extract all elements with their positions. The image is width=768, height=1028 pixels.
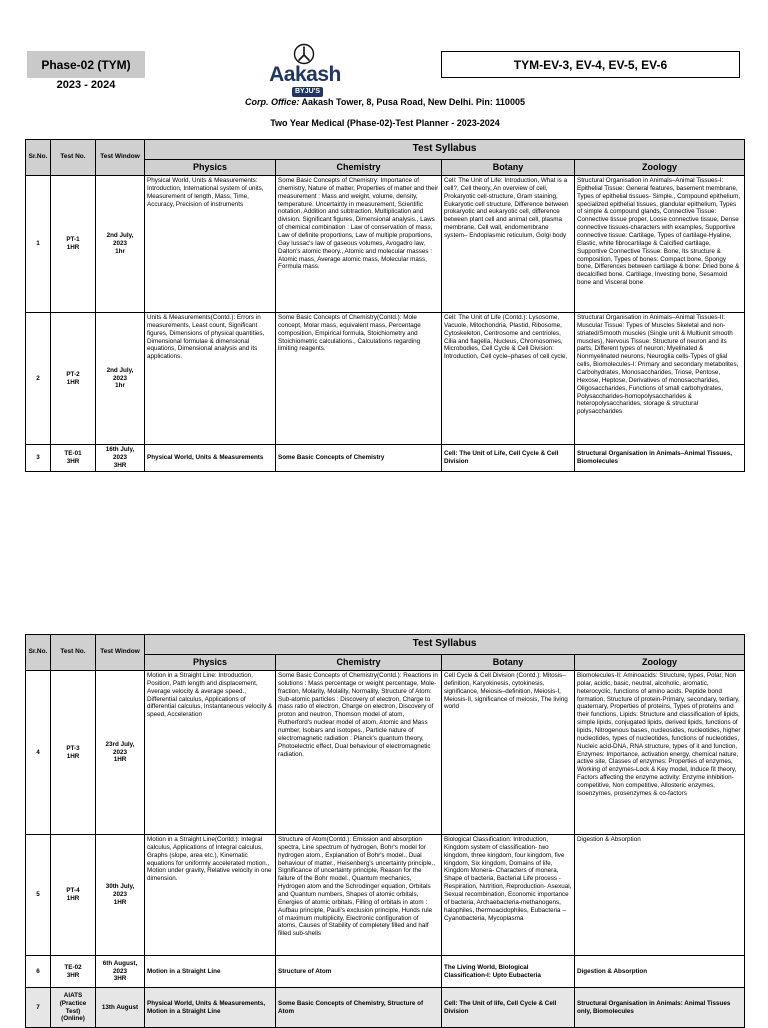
physics-cell: Motion in a Straight Line: Introduction, Position, Path length and displacement, Average velocity & average speed., Differential calculus, Applications of differential calculus, Instantaneous velocity & speed, Acceleration	[145, 671, 276, 835]
col-botany: Botany	[442, 160, 575, 176]
botany-cell: Cell: The Unit of Life: Introduction, What is a cell?, Cell theory, An overview of cell, Prokaryotic cell-structure, Gram staining, Eukaryotic cell structure, Difference between prokaryotic and eukaryotic cell, difference between plant cell and animal cell, plasma membrane, Cell wall, endomembrane system– Endoplasmic reticulum, Golgi body	[442, 176, 575, 313]
corporate-office	[200, 97, 570, 107]
test-no-cell: PT-1 1HR	[51, 176, 96, 313]
botany-cell: Cell: The Unit of Life, Cell Cycle & Cell Division	[442, 445, 575, 472]
physics-cell: Physical World, Units & Measurements: Introduction, International system of units, Measurement of length, Mass, Time, Accuracy, Precision of instruments	[145, 176, 276, 313]
botany-cell: Biological Classification: Introduction, Kingdom system of classification- two kingdom, three kingdom, four kingdom, five kingdom, Six kingdom, Domains of life, Kingdom Monera- Characters of monera, Shape of bacteria, Bacterial Life process - Respiration, Nutrition, Reproduction- Asexual, Sexual recombination, Economic importance of bacteria, Archaebacteria-methanogens, halophiles, thermoacidophiles, Eubacteria – Cyanobacteria, Mycoplasma	[442, 835, 575, 956]
test-no-cell: AIATS (Practice Test) (Online)	[51, 988, 96, 1028]
test-no-cell: PT-3 1HR	[51, 671, 96, 835]
test-no-cell: TE-02 3HR	[51, 956, 96, 988]
chemistry-cell: Structure of Atom(Contd.): Emission and absorption spectra, Line spectrum of hydrogen, Bohr's model for hydrogen atom., Explanation of Bohr's model., Dual behaviour of matter., Heisenberg's uncertainty principle., Significance of uncertainty principle, Reason for the failure of the Bohr model., Quantum mechanics, Hydrogen atom and the Schrodinger equation, Orbitals and Quantum numbers, Shapes of atomic orbitals, Energies of atomic orbitals, Filling of orbitals in atom : Aufbau principle, Pauli's exclusion principle, Hunds rule of maximum multiplicity, Electronic configuration of atoms, Causes of Stability of completely filled and half filled sub-shells	[276, 835, 442, 956]
test-no-cell: TE-01 3HR	[51, 445, 96, 472]
zoology-cell: Biomolecules-II: Aminoacids: Structure, types, Polar, Non polar, acidic, basic, neutral, alcoholic, aromatic, heterocyclic, functions of amino acids. Peptide bond formation, Structure of protein-Primary, secondary, tertiary, quaternary, Properties of proteins, Types of proteins and their functions, Lipids: Structure and classification of lipids, simple lipids, conjugated lipids, derived lipids, functions of lipids, Nitrogenous bases, nucleosides, nucleotides, higher nucleotides, types of nucleotides, functions of nucleotides, Nucleic acid-DNA, RNA structure, types of it and function, Enzymes: Importance, activation energy, chemical nature, active site, Classes of enzymes: Properties of enzymes, Working of enzymes-Lock & Key model, Induce fit theory, Factors affecting the enzyme activity: Enzyme inhibition-competitive, Non competitive, Allosteric enzymes, Isoenzymes, prosenzymes & co-factors	[575, 671, 745, 835]
sr-no-cell: 1	[26, 176, 51, 313]
test-window-cell: 30th July, 2023 1HR	[96, 835, 145, 956]
col-test-syllabus: Test Syllabus	[145, 140, 745, 160]
col-physics: Physics	[145, 655, 276, 671]
zoology-cell: Digestion & Absorption	[575, 956, 745, 988]
brand-sub: BYJU'S	[292, 87, 323, 97]
col-zoology: Zoology	[575, 160, 745, 176]
physics-cell: Motion in a Straight Line	[145, 956, 276, 988]
col-physics: Physics	[145, 160, 276, 176]
col-test-window: Test Window	[96, 635, 145, 671]
botany-cell: Cell Cycle & Cell Division (Contd.): Mitosis–definition, Karyokinesis, cytokinesis, significance, Meiosis–definition, Meiosis-I, Meiosis-II, significance of meiosis, The living world	[442, 671, 575, 835]
test-window-cell: 13th August	[96, 988, 145, 1028]
botany-cell: Cell: The Unit of life, Cell Cycle & Cell Division	[442, 988, 575, 1028]
sr-no-cell: 4	[26, 671, 51, 835]
zoology-cell: Structural Organisation in Animals–Animal Tissues-II: Muscular Tissue: Types of Muscles Skeletal and non-striated/Smooth muscles (Single unit & Multiunit smooth muscles), Nervous Tissue: Structure of neuron and its parts, Different types of neuron; Myelinated & Nonmyelinated neurons, Neuroglia cells-Types of glial cells, Biomolecules-I: Primary and secondary metabolites, Carbohydrates, Monosaccharides, Triose, Pentose, Hexose, Heptose, Derivatives of monosaccharides, Oligosaccharides, Functions of small carbohydrates, Polysaccharides-homopolysaccharides & heteropolysaccharides, storage & structural polysaccharides	[575, 313, 745, 445]
test-window-cell: 16th July, 2023 3HR	[96, 445, 145, 472]
col-chemistry: Chemistry	[276, 655, 442, 671]
test-window-cell: 2nd July, 2023 1hr	[96, 176, 145, 313]
table-row	[26, 445, 745, 472]
botany-cell: Cell: The Unit of Life (Contd.): Lysosome, Vacuole, Mitochondria, Plastid, Ribosome, Cytoskeleton, Centrosome and centrioles, Cilia and flagella, Nucleus, Chromosomes, Microbodies, Cell Cycle & Cell Division: Introduction, Cell cycle–phases of cell cycle,	[442, 313, 575, 445]
sr-no-cell: 7	[26, 988, 51, 1028]
col-srno: Sr.No.	[26, 140, 51, 176]
test-no-cell: PT-4 1HR	[51, 835, 96, 956]
test-planner-table-2	[25, 634, 745, 1028]
table-row	[26, 176, 745, 313]
col-srno: Sr.No.	[26, 635, 51, 671]
brand-logo	[262, 43, 348, 101]
table-row	[26, 988, 745, 1028]
test-window-cell: 2nd July, 2023 1hr	[96, 313, 145, 445]
test-no-cell: PT-2 1HR	[51, 313, 96, 445]
botany-cell: The Living World, Biological Classification-I: Upto Eubacteria	[442, 956, 575, 988]
sr-no-cell: 6	[26, 956, 51, 988]
phase-label: Phase-02 (TYM)	[27, 51, 145, 78]
col-botany: Botany	[442, 655, 575, 671]
sr-no-cell: 2	[26, 313, 51, 445]
chemistry-cell: Some Basic Concepts of Chemistry	[276, 445, 442, 472]
zoology-cell: Digestion & Absorption	[575, 835, 745, 956]
col-test-syllabus: Test Syllabus	[145, 635, 745, 655]
chemistry-cell: Some Basic Concepts of Chemistry(Contd.): Reactions in solutions : Mass percentage or weight percentage, Mole-fraction, Molarity, Molality, Normality, Structure of Atom: Sub-atomic particles : Discovery of electron, Charge to mass ratio of electron, Charge on electron, Discovery of proton and neutron, Thomson model of atom, Rutherford's nuclear model of atom, Atomic and Mass number, Isobars and isotopes., Particle nature of electromagnetic radiation : Planck's quantum theory, Photoelectric effect, Dual behaviour of electromagnetic radiation.	[276, 671, 442, 835]
chemistry-cell: Some Basic Concepts of Chemistry: Importance of chemistry, Nature of matter, Properties of matter and their measurement : Mass and weight, volume, density, temperature. Uncertainty in measurement, Scientific notation. Addition and subtraction, Multiplication and division. Significant figures, Dimensional analysis., Laws of chemical combination : Law of conservation of mass, Law of definite proportions, Law of multiple proportions, Gay lussac's law of gaseous volumes, Avogadro law, Dalton's atomic theory., Atomic and molecular masses : Atomic mass, Average atomic mass, Molecular mass, Formula mass.	[276, 176, 442, 313]
office-label: Corp. Office:	[245, 97, 300, 107]
col-chemistry: Chemistry	[276, 160, 442, 176]
physics-cell: Physical World, Units & Measurements	[145, 445, 276, 472]
col-test-no: Test No.	[51, 140, 96, 176]
col-test-window: Test Window	[96, 140, 145, 176]
sr-no-cell: 3	[26, 445, 51, 472]
zoology-cell: Structural Organisation in Animals–Animal Tissues, Biomolecules	[575, 445, 745, 472]
table-row	[26, 313, 745, 445]
col-zoology: Zoology	[575, 655, 745, 671]
physics-cell: Units & Measurements(Contd.): Errors in measurements, Least count, Significant figures, Dimensions of physical quantities, Dimensional formulae & dimensional equations, Dimensional analysis and its applications.	[145, 313, 276, 445]
test-codes: TYM-EV-3, EV-4, EV-5, EV-6	[441, 51, 740, 78]
col-test-no: Test No.	[51, 635, 96, 671]
test-planner-table-1	[25, 139, 745, 472]
aakash-emblem-icon	[293, 43, 315, 65]
academic-year: 2023 - 2024	[56, 79, 116, 91]
table-row	[26, 671, 745, 835]
table-row	[26, 956, 745, 988]
brand-name: Aakash	[269, 63, 341, 86]
physics-cell: Physical World, Units & Measurements, Motion in a Straight Line	[145, 988, 276, 1028]
chemistry-cell: Structure of Atom	[276, 956, 442, 988]
office-address: Aakash Tower, 8, Pusa Road, New Delhi. Pin: 110005	[301, 97, 525, 107]
chemistry-cell: Some Basic Concepts of Chemistry(Contd.): Mole concept, Molar mass, equivalent mass, Percentage composition, Empirical formula, Stoichiometry and Stoichiometric calculations., Calculations regarding limiting reagents.	[276, 313, 442, 445]
test-window-cell: 23rd July, 2023 1HR	[96, 671, 145, 835]
chemistry-cell: Some Basic Concepts of Chemistry, Structure of Atom	[276, 988, 442, 1028]
table-row	[26, 835, 745, 956]
physics-cell: Motion in a Straight Line(Contd.): Integral calculus, Applications of Integral calculus, Graphs (slope, area etc.), Kinematic equations for uniformly accelerated motion., Motion under gravity, Relative velocity in one dimension.	[145, 835, 276, 956]
sr-no-cell: 5	[26, 835, 51, 956]
zoology-cell: Structural Organisation in Animals: Animal Tissues only, Biomolecules	[575, 988, 745, 1028]
planner-title: Two Year Medical (Phase-02)-Test Planner - 2023-2024	[270, 118, 500, 128]
zoology-cell: Structural Organisation in Animals–Animal Tissues-I: Epithelial Tissue: General features, basement membrane, Types of epithelial tissues- Simple., Compound epithelium, specialized epithelial tissues, glandular epithelium, Types of simple & compound glands, Connective Tissue: Connective tissue proper, Loose connective tissue, Dense connective tissues-characters with examples, Supportive connective tissue: Cartilage, Types of cartilage-Hyaline, Elastic, white fibrocartilage & Calcified cartilage, Supportive Connective Tissue: Bone, Its structure & composition, Types of bones: Compact bone, Spongy bone, Differences between cartilage & bone: Dried bone & decalcified bone. Cartilage, Investing bone, Sesamoid bone and Visceral bone	[575, 176, 745, 313]
test-window-cell: 6th August, 2023 3HR	[96, 956, 145, 988]
